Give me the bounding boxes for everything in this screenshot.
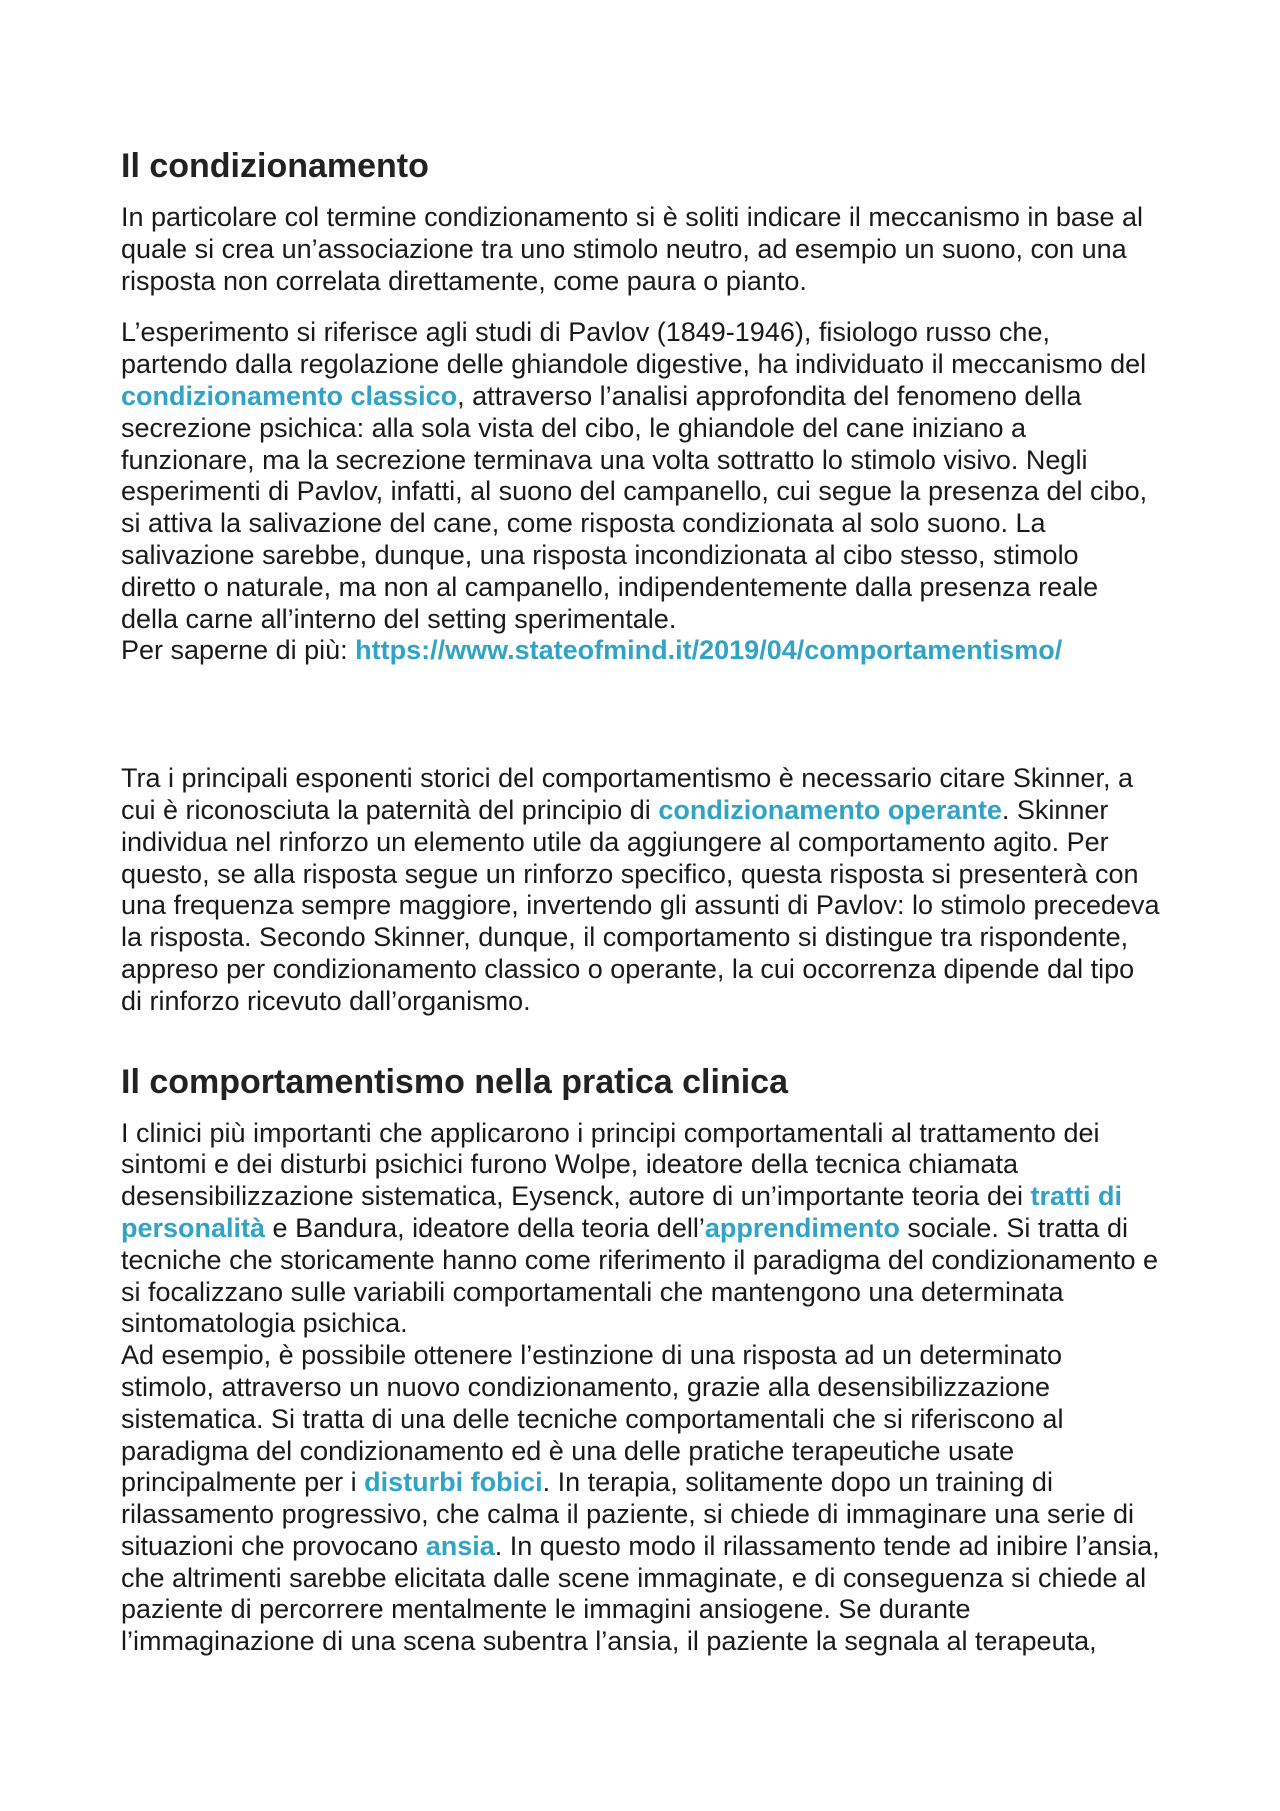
section-heading-condizionamento: Il condizionamento <box>121 147 429 185</box>
paragraph-text: sociale. Si tratta di tecniche che storicamente hanno come riferimento il paradigma del condizionamento e si focalizzano sulle variabili comportamentali che mantengono una determinata sintomatologia psichica. <box>121 1212 1159 1339</box>
link-ansia[interactable]: ansia <box>425 1530 495 1561</box>
paragraph-text: e Bandura, ideatore della teoria dell’ <box>265 1212 705 1243</box>
paragraph-pavlov <box>121 317 1161 667</box>
link-stateofmind-url[interactable]: https://www.stateofmind.it/2019/04/comportamentismo/ <box>355 635 1063 666</box>
paragraph-text: Tra i principali esponenti storici del comportamentismo è necessario citare Skinner, a cui è riconosciuta la paternità del principio di <box>121 763 1133 825</box>
link-condizionamento-classico[interactable]: condizionamento classico <box>121 380 458 411</box>
paragraph-text: Ad esempio, è possibile ottenere l’estinzione di una risposta ad un determinato stimolo, attraverso un nuovo condizionamento, grazie alla desensibilizzazione sistematica. Si tratta di una delle tecniche comportamentali che si riferiscono al paradigma del condizionamento ed è una delle pratiche terapeutiche usate principalmente per i <box>121 1340 1064 1498</box>
paragraph-text: . Skinner individua nel rinforzo un elemento utile da aggiungere al comportamento agito. Per questo, se alla risposta segue un rinforzo specifico, questa risposta si presenterà con una frequenza sempre maggiore, invertendo gli assunti di Pavlov: lo stimolo precedeva la risposta. Secondo Skinner, dunque, il comportamento si distingue tra rispondente, appreso per condizionamento classico o operante, la cui occorrenza dipende dal tipo di rinforzo ricevuto dall’organismo. <box>121 794 1160 1016</box>
paragraph-condizionamento-intro: In particolare col termine condizionamento si è soliti indicare il meccanismo in base al quale si crea un’associazione tra uno stimolo neutro, ad esempio un suono, con una risposta non correlata direttamente, come paura o pianto. <box>121 202 1143 296</box>
link-disturbi-fobici[interactable]: disturbi fobici <box>364 1467 543 1498</box>
section-heading-pratica-clinica: Il comportamentismo nella pratica clinica <box>121 1062 788 1101</box>
document-body <box>121 146 1161 1658</box>
paragraph-text: I clinici più importanti che applicarono i principi comportamentali al trattamento dei sintomi e dei disturbi psichici furono Wolpe, ideatore della tecnica chiamata desensibilizzazione sistematica, Eysenck, autore di un’importante teoria dei <box>121 1117 1100 1212</box>
paragraph-skinner <box>121 763 1161 1017</box>
paragraph-text: L’esperimento si riferisce agli studi di Pavlov (1849-1946), fisiologo russo che, partendo dalla regolazione delle ghiandole digestive, ha individuato il meccanismo del <box>121 317 1147 380</box>
paragraph-text: , attraverso l’analisi approfondita del fenomeno della secrezione psichica: alla sola vista del cibo, le ghiandole del cane iniziano a funzionare, ma la secrezione terminava una volta sottratto lo stimolo visivo. Negli esperimenti di Pavlov, infatti, al suono del campanello, cui segue la presenza del cibo, si attiva la salivazione del cane, come risposta condizionata al solo suono. La salivazione sarebbe, dunque, una risposta incondizionata al cibo stesso, stimolo diretto o naturale, ma non al campanello, indipendentemente dalla presenza reale della carne all’interno del setting sperimentale. <box>121 380 1148 634</box>
paragraph-text: . In questo modo il rilassamento tende ad inibire l’ansia, che altrimenti sarebbe elicitata dalle scene immaginate, e di conseguenza si chiede al paziente di percorrere mentalmente le immagini ansiogene. Se durante l’immaginazione di una scena subentra l’ansia, il paziente la segnala al terapeuta, <box>121 1530 1160 1657</box>
more-label: Per saperne di più: <box>121 635 356 666</box>
link-condizionamento-operante[interactable]: condizionamento operante <box>658 794 1002 825</box>
paragraph-clinici <box>121 1118 1161 1659</box>
paragraph-text: . In terapia, solitamente dopo un training di rilassamento progressivo, che calma il paziente, si chiede di immaginare una serie di situazioni che provocano <box>121 1467 1134 1561</box>
link-tratti-di-personalita[interactable]: tratti di personalità <box>121 1181 1122 1243</box>
link-apprendimento[interactable]: apprendimento <box>704 1212 900 1243</box>
